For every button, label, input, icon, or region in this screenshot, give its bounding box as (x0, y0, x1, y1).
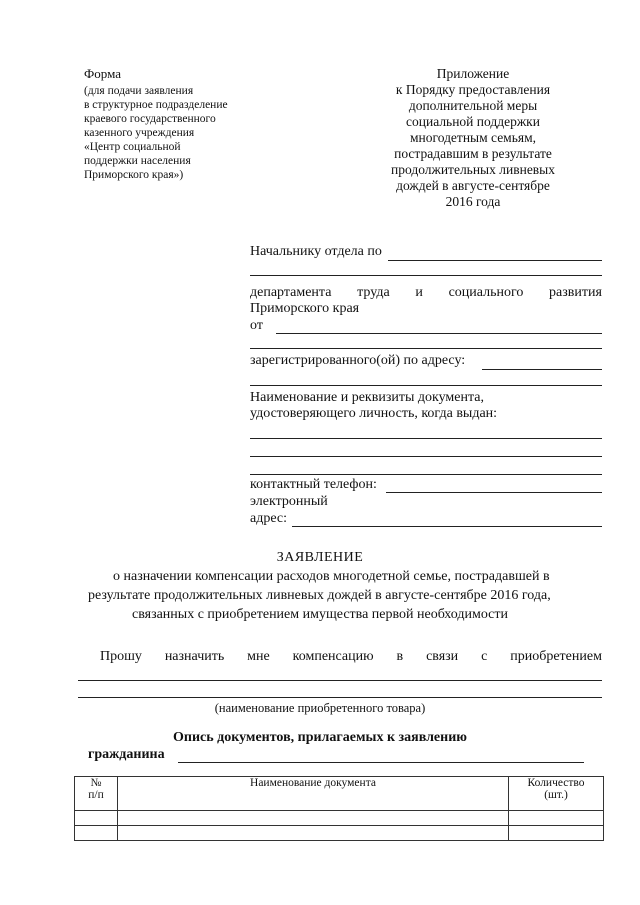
phone-field[interactable] (386, 492, 602, 493)
dept-word: социального (448, 285, 524, 300)
inventory-title: Опись документов, прилагаемых к заявлению (173, 730, 467, 745)
table-cell[interactable] (118, 811, 509, 826)
address-label: зарегистрированного(ой) по адресу: (250, 353, 466, 368)
id-document-field-1[interactable] (250, 438, 602, 439)
col-number-label: № (90, 777, 102, 789)
dept-word: и (415, 285, 423, 300)
id-document-label-1: Наименование и реквизиты документа, (250, 390, 484, 405)
statement-subject-line-2: результате продолжительных ливневых дождей в августе-сентябре 2016 года, (88, 588, 551, 603)
request-word: назначить (164, 649, 225, 664)
appendix-line: многодетным семьям, (409, 130, 537, 145)
appendix-line: 2016 года (445, 194, 501, 209)
citizen-label: гражданина (88, 747, 165, 762)
statement-title: ЗАЯВЛЕНИЕ (276, 550, 364, 565)
form-note-line: краевого государственного (84, 113, 216, 125)
table-cell[interactable] (75, 826, 118, 841)
appendix-line: социальной поддержки (406, 114, 540, 129)
inventory-table (74, 776, 604, 841)
applicant-name-field[interactable] (276, 333, 602, 334)
request-line (100, 649, 602, 665)
request-word: мне (247, 649, 270, 664)
appendix-line: к Порядку предоставления (395, 82, 551, 97)
goods-field-1[interactable] (78, 680, 602, 681)
head-of-department-label: Начальнику отдела по (250, 244, 382, 259)
dept-word: развития (549, 285, 602, 300)
table-row (75, 826, 604, 841)
col-number-sublabel: п/п (88, 789, 104, 801)
table-cell[interactable] (509, 811, 604, 826)
from-label: от (250, 318, 263, 333)
col-number-header (75, 777, 118, 811)
col-name-header (118, 777, 509, 811)
request-word: Прошу (100, 649, 142, 664)
col-qty-label: Количество (527, 777, 585, 789)
dept-word: труда (357, 285, 390, 300)
id-document-field-2[interactable] (250, 456, 602, 457)
head-of-department-field[interactable] (388, 260, 602, 261)
goods-caption: (наименование приобретенного товара) (214, 701, 426, 715)
appendix-line: дождей в августе-сентябре (396, 178, 550, 193)
form-note-line: (для подачи заявления (84, 85, 194, 97)
form-note-line: в структурное подразделение (84, 99, 228, 111)
request-word: с (481, 649, 488, 664)
form-note-line: «Центр социальной (84, 141, 181, 153)
table-row (75, 811, 604, 826)
goods-field-2[interactable] (78, 697, 602, 698)
table-cell[interactable] (509, 826, 604, 841)
form-note-line: поддержки населения (84, 155, 191, 167)
region-label: Приморского края (250, 301, 360, 316)
department-field[interactable] (250, 275, 602, 276)
table-cell[interactable] (118, 826, 509, 841)
applicant-name-field-2[interactable] (250, 348, 602, 349)
request-word: связи (426, 649, 459, 664)
table-cell[interactable] (75, 811, 118, 826)
department-line (250, 285, 602, 301)
email-label-2: адрес: (250, 511, 288, 526)
appendix-line: Приложение (436, 66, 510, 81)
statement-subject-line-1: о назначении компенсации расходов многодетной семье, пострадавшей в (113, 569, 550, 584)
appendix-line: дополнительной меры (408, 98, 538, 113)
address-field-2[interactable] (250, 385, 602, 386)
appendix-line: пострадавшим в результате (394, 146, 552, 161)
form-note-line: казенного учреждения (84, 127, 195, 139)
table-header-row (75, 777, 604, 811)
form-note (84, 84, 228, 182)
request-word: приобретением (510, 649, 602, 664)
col-qty-sublabel: (шт.) (544, 789, 568, 801)
email-field[interactable] (292, 526, 602, 527)
id-document-field-3[interactable] (250, 474, 602, 475)
citizen-name-field[interactable] (178, 762, 584, 763)
dept-word: департамента (250, 285, 332, 300)
form-note-line: Приморского края») (84, 169, 184, 181)
appendix-header (368, 66, 578, 210)
address-field[interactable] (482, 369, 602, 370)
col-name-label: Наименование документа (250, 777, 376, 789)
statement-subject-line-3: связанных с приобретением имущества первой необходимости (131, 607, 509, 622)
request-word: в (396, 649, 404, 664)
email-label-1: электронный (250, 494, 328, 509)
request-word: компенсацию (292, 649, 374, 664)
col-qty-header (509, 777, 604, 811)
appendix-line: продолжительных ливневых (390, 162, 556, 177)
id-document-label-2: удостоверяющего личность, когда выдан: (250, 406, 498, 421)
phone-label: контактный телефон: (250, 477, 377, 492)
form-label: Форма (84, 66, 121, 81)
